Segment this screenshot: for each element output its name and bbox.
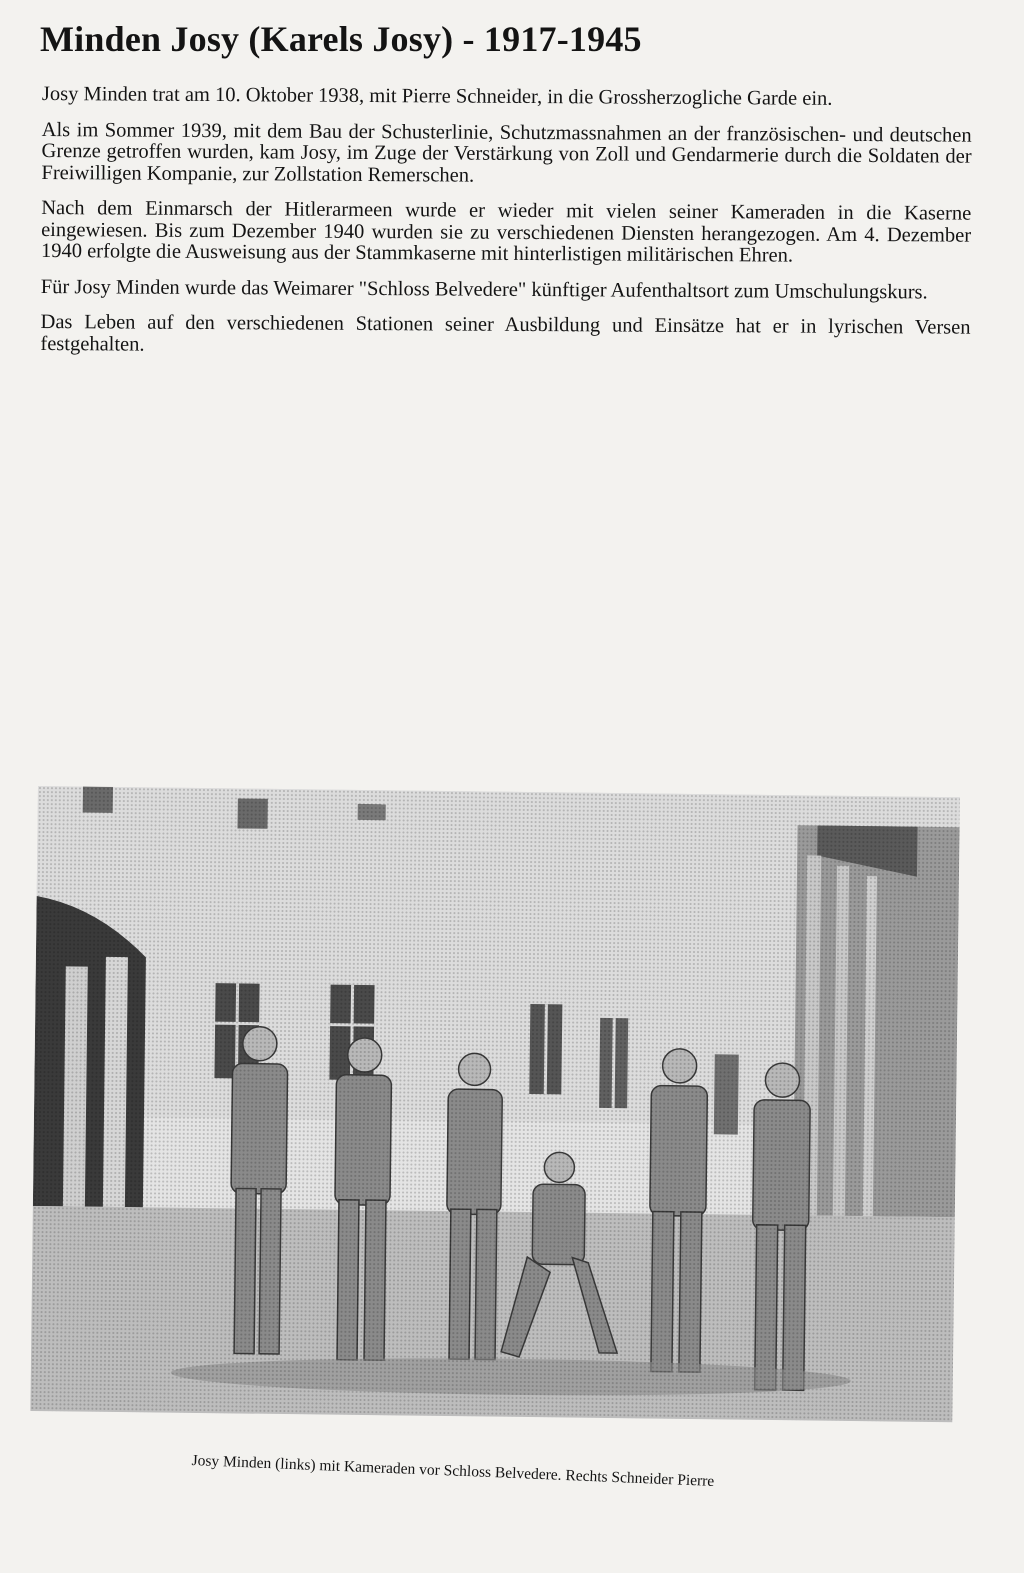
photo-illustration	[30, 786, 960, 1422]
paragraph-2: Als im Sommer 1939, mit dem Bau der Schusterlinie, Schutzmassnahmen an der französischen- und deutschen Grenze getroffen wurden, kam Josy, im Zuge der Verstärkung von Zoll und Gendarmerie durch die Soldaten der Freiwilligen Kompanie, zur Zollstation Remerschen.	[41, 118, 972, 187]
group-photo	[30, 786, 960, 1422]
body-text	[40, 84, 972, 375]
paragraph-1: Josy Minden trat am 10. Oktober 1938, mit Pierre Schneider, in die Grossherzogliche Garde ein.	[41, 83, 833, 110]
paragraph-3: Nach dem Einmarsch der Hitlerarmeen wurde er wieder mit vielen seiner Kameraden in die Kaserne eingewiesen. Bis zum Dezember 1940 wurden sie zu verschiedenen Diensten herangezogen. Am 4. Dezember 1940 erfolgte die Ausweisung aus der Stammkaserne mit hinterlistigen militärischen Ehren.	[40, 196, 972, 267]
paragraph-5: Das Leben auf den verschiedenen Stationen seiner Ausbildung und Einsätze hat er in lyrischen Versen festgehalten.	[40, 310, 971, 356]
paragraph-4: Für Josy Minden wurde das Weimarer "Schloss Belvedere" künftiger Aufenthaltsort zum Umschulungskurs.	[40, 275, 928, 303]
photo-caption: Josy Minden (links) mit Kameraden vor Schloss Belvedere. Rechts Schneider Pierre	[191, 1452, 715, 1490]
page-title: Minden Josy (Karels Josy) - 1917-1945	[40, 19, 642, 59]
